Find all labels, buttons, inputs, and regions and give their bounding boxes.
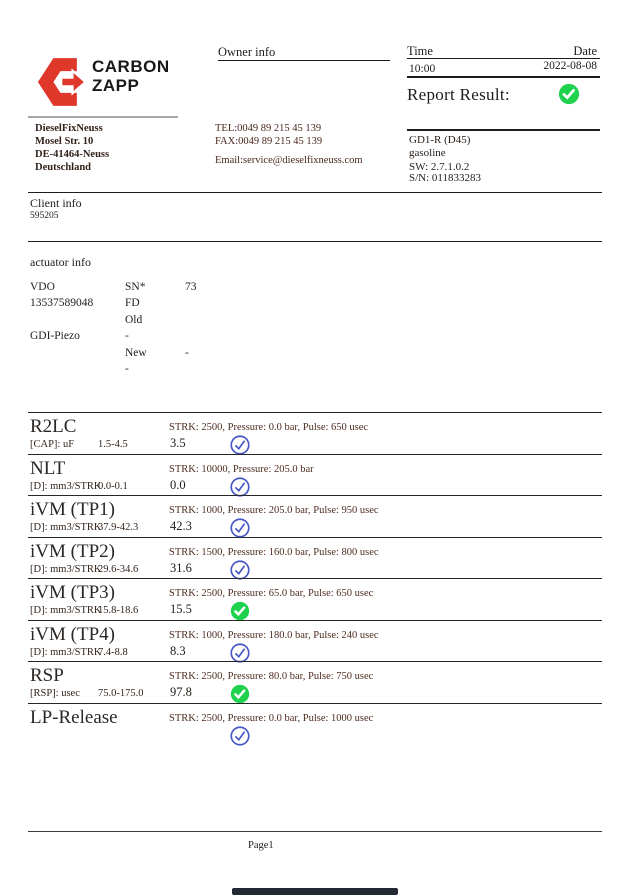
test-measure-label: [D]: mm3/STRK xyxy=(30,647,102,658)
actuator-cell: GDI-Piezo xyxy=(30,330,80,343)
actuator-cell: 13537589048 xyxy=(30,297,94,310)
status-check-icon xyxy=(230,601,250,621)
test-params: STRK: 2500, Pressure: 80.0 bar, Pulse: 750 usec xyxy=(169,671,374,682)
logo-wordmark xyxy=(92,57,170,95)
date-label: Date xyxy=(573,44,597,58)
test-row xyxy=(28,537,602,580)
test-params: STRK: 2500, Pressure: 0.0 bar, Pulse: 1000 usec xyxy=(169,713,374,724)
date-value: 2022-08-08 xyxy=(543,60,597,72)
machine-fuel: gasoline xyxy=(409,147,446,159)
divider xyxy=(28,116,178,118)
machine-sw: SW: 2.7.1.0.2 xyxy=(409,161,470,173)
test-name: R2LC xyxy=(30,416,77,437)
status-check-icon xyxy=(230,477,250,497)
test-row xyxy=(28,412,602,455)
owner-fax: FAX:0049 89 215 45 139 xyxy=(215,136,323,147)
test-name: NLT xyxy=(30,458,66,479)
owner-city: DE-41464-Neuss xyxy=(35,149,110,160)
actuator-cell: - xyxy=(185,346,189,359)
test-measure-label: [RSP]: usec xyxy=(30,688,80,699)
test-range: 15.8-18.6 xyxy=(98,605,139,616)
divider xyxy=(218,60,390,61)
divider xyxy=(407,129,600,131)
test-value: 97.8 xyxy=(170,685,192,699)
owner-name: DieselFixNeuss xyxy=(35,123,103,134)
machine-sn: S/N: 011833283 xyxy=(409,172,482,184)
actuator-cell xyxy=(185,330,305,346)
actuator-cell: - xyxy=(125,362,129,375)
test-params: STRK: 2500, Pressure: 65.0 bar, Pulse: 650 usec xyxy=(169,588,374,599)
test-range: 75.0-175.0 xyxy=(98,688,144,699)
owner-street: Mosel Str. 10 xyxy=(35,136,94,147)
test-value: 42.3 xyxy=(170,519,192,533)
test-name: iVM (TP1) xyxy=(30,499,115,520)
status-check-icon xyxy=(230,726,250,746)
client-number: 595205 xyxy=(30,211,59,221)
actuator-cell: FD xyxy=(125,297,140,310)
actuator-cell: - xyxy=(125,330,129,343)
client-info-heading: Client info xyxy=(30,196,82,210)
logo-line1: CARBON xyxy=(92,57,170,76)
test-value: 31.6 xyxy=(170,561,192,575)
test-value: 8.3 xyxy=(170,644,186,658)
test-row xyxy=(28,578,602,621)
status-check-icon xyxy=(230,684,250,704)
owner-email: Email:service@dieselfixneuss.com xyxy=(215,155,363,166)
divider xyxy=(28,192,602,193)
actuator-info-heading: actuator info xyxy=(30,255,91,269)
actuator-cell xyxy=(185,363,305,379)
divider xyxy=(28,831,602,832)
test-range: 7.4-8.8 xyxy=(98,647,128,658)
logo-line2: ZAPP xyxy=(92,76,140,95)
test-range: 29.6-34.6 xyxy=(98,564,139,575)
test-params: STRK: 1000, Pressure: 180.0 bar, Pulse: 240 usec xyxy=(169,630,379,641)
test-value: 15.5 xyxy=(170,602,192,616)
actuator-cell xyxy=(30,363,125,379)
owner-tel: TEL:0049 89 215 45 139 xyxy=(215,123,322,134)
actuator-cell: VDO xyxy=(30,281,55,293)
time-value: 10:00 xyxy=(409,63,436,75)
bottom-bar xyxy=(232,888,398,895)
test-params: STRK: 1500, Pressure: 160.0 bar, Pulse: 800 usec xyxy=(169,547,379,558)
carbonzapp-logo-icon xyxy=(37,55,89,109)
test-measure-label: [D]: mm3/STRK xyxy=(30,481,102,492)
test-params: STRK: 2500, Pressure: 0.0 bar, Pulse: 650 usec xyxy=(169,422,369,433)
page-number: Page1 xyxy=(248,840,274,851)
test-row xyxy=(28,661,602,704)
actuator-cell: Old xyxy=(125,313,143,326)
status-check-icon xyxy=(230,560,250,580)
owner-address xyxy=(35,122,109,174)
test-value: 0.0 xyxy=(170,478,186,492)
test-row xyxy=(28,454,602,497)
divider xyxy=(28,241,602,242)
test-row xyxy=(28,703,602,746)
test-measure-label: [CAP]: uF xyxy=(30,439,75,450)
test-name: RSP xyxy=(30,665,64,686)
test-range: 0.0-0.1 xyxy=(98,481,128,492)
test-row xyxy=(28,495,602,538)
test-measure-label: [D]: mm3/STRK xyxy=(30,605,102,616)
status-check-icon xyxy=(230,435,250,455)
actuator-cell: New xyxy=(125,346,147,359)
report-result-check-icon xyxy=(558,83,580,105)
test-value: 3.5 xyxy=(170,436,186,450)
report-result-label: Report Result: xyxy=(407,85,510,104)
time-label: Time xyxy=(407,44,433,58)
actuator-cell xyxy=(30,314,125,330)
owner-country: Deutschland xyxy=(35,162,92,173)
divider xyxy=(407,58,600,59)
actuator-cell xyxy=(185,314,305,330)
test-params: STRK: 1000, Pressure: 205.0 bar, Pulse: 950 usec xyxy=(169,505,379,516)
divider xyxy=(407,76,600,78)
test-row xyxy=(28,620,602,663)
test-measure-label: [D]: mm3/STRK xyxy=(30,522,102,533)
actuator-cell: SN* xyxy=(125,281,146,293)
actuator-cell xyxy=(30,347,125,363)
test-params: STRK: 10000, Pressure: 205.0 bar xyxy=(169,464,314,475)
test-range: 1.5-4.5 xyxy=(98,439,128,450)
test-measure-label: [D]: mm3/STRK xyxy=(30,564,102,575)
owner-info-heading: Owner info xyxy=(218,45,276,59)
actuator-info-grid xyxy=(30,281,305,379)
test-name: iVM (TP4) xyxy=(30,624,115,645)
test-name: iVM (TP2) xyxy=(30,541,115,562)
test-name: iVM (TP3) xyxy=(30,582,115,603)
status-check-icon xyxy=(230,643,250,663)
test-name: LP-Release xyxy=(30,707,118,728)
status-check-icon xyxy=(230,518,250,538)
machine-model: GD1-R (D45) xyxy=(409,134,471,146)
actuator-cell: 73 xyxy=(185,281,197,293)
actuator-cell xyxy=(185,297,305,313)
test-range: 37.9-42.3 xyxy=(98,522,139,533)
